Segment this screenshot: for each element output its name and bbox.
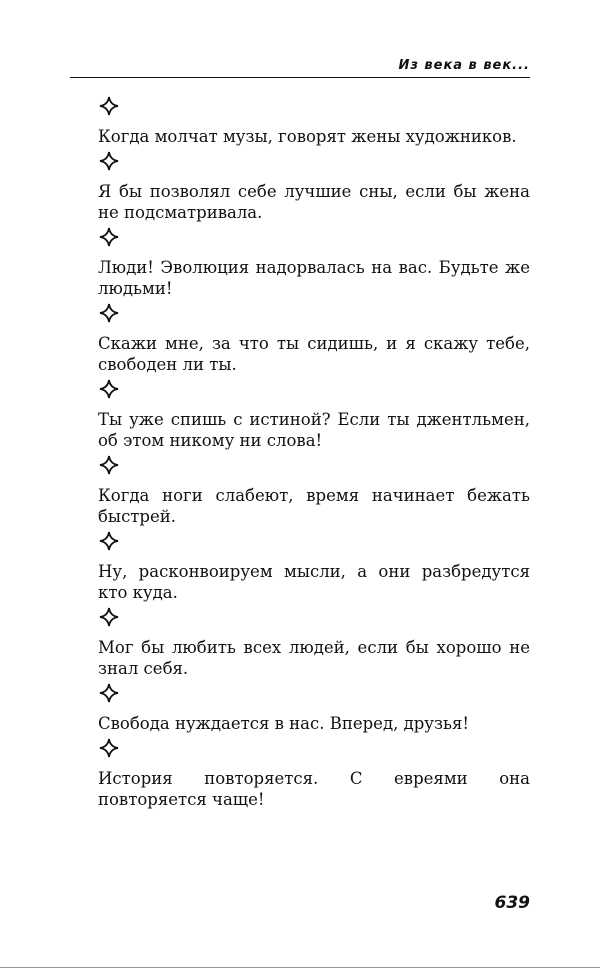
four-point-star-icon [99,455,119,475]
four-point-star-icon [99,227,119,247]
aphorism-item [98,455,530,527]
header-rule [70,77,530,78]
aphorism-item [98,531,530,603]
aphorism-item [98,683,530,734]
aphorism-list [98,96,530,814]
aphorism-text: Я бы позволял себе лучшие сны, если бы жена не подсматривала. [98,182,530,222]
aphorism-text: Свобода нуждается в нас. Вперед, друзья! [98,714,470,733]
aphorism-item [98,738,530,810]
aphorism-text: Люди! Эволюция надорвалась на вас. Будьте же людьми! [98,258,530,298]
aphorism-item [98,607,530,679]
four-point-star-icon [99,303,119,323]
aphorism-item [98,96,530,147]
aphorism-text: Когда молчат музы, говорят жены художников. [98,127,517,146]
aphorism-item [98,151,530,223]
aphorism-item [98,227,530,299]
page-number: 639 [494,893,530,913]
aphorism-text: Мог бы любить всех людей, если бы хорошо не знал себя. [98,638,530,678]
page-bottom-edge [0,967,600,968]
aphorism-text: Когда ноги слабеют, время начинает бежать быстрей. [98,486,530,526]
aphorism-text: Ты уже спишь с истиной? Если ты джентльмен, об этом никому ни слова! [98,410,530,450]
running-header: Из века в век... [398,58,530,73]
aphorism-text: Скажи мне, за что ты сидишь, и я скажу тебе, свободен ли ты. [98,334,530,374]
four-point-star-icon [99,379,119,399]
four-point-star-icon [99,683,119,703]
aphorism-item [98,303,530,375]
four-point-star-icon [99,607,119,627]
aphorism-item [98,379,530,451]
four-point-star-icon [99,738,119,758]
four-point-star-icon [99,96,119,116]
aphorism-text: История повторяется. С евреями она повторяется чаще! [98,769,530,809]
four-point-star-icon [99,151,119,171]
four-point-star-icon [99,531,119,551]
aphorism-text: Ну, расконвоируем мысли, а они разбредутся кто куда. [98,562,530,602]
